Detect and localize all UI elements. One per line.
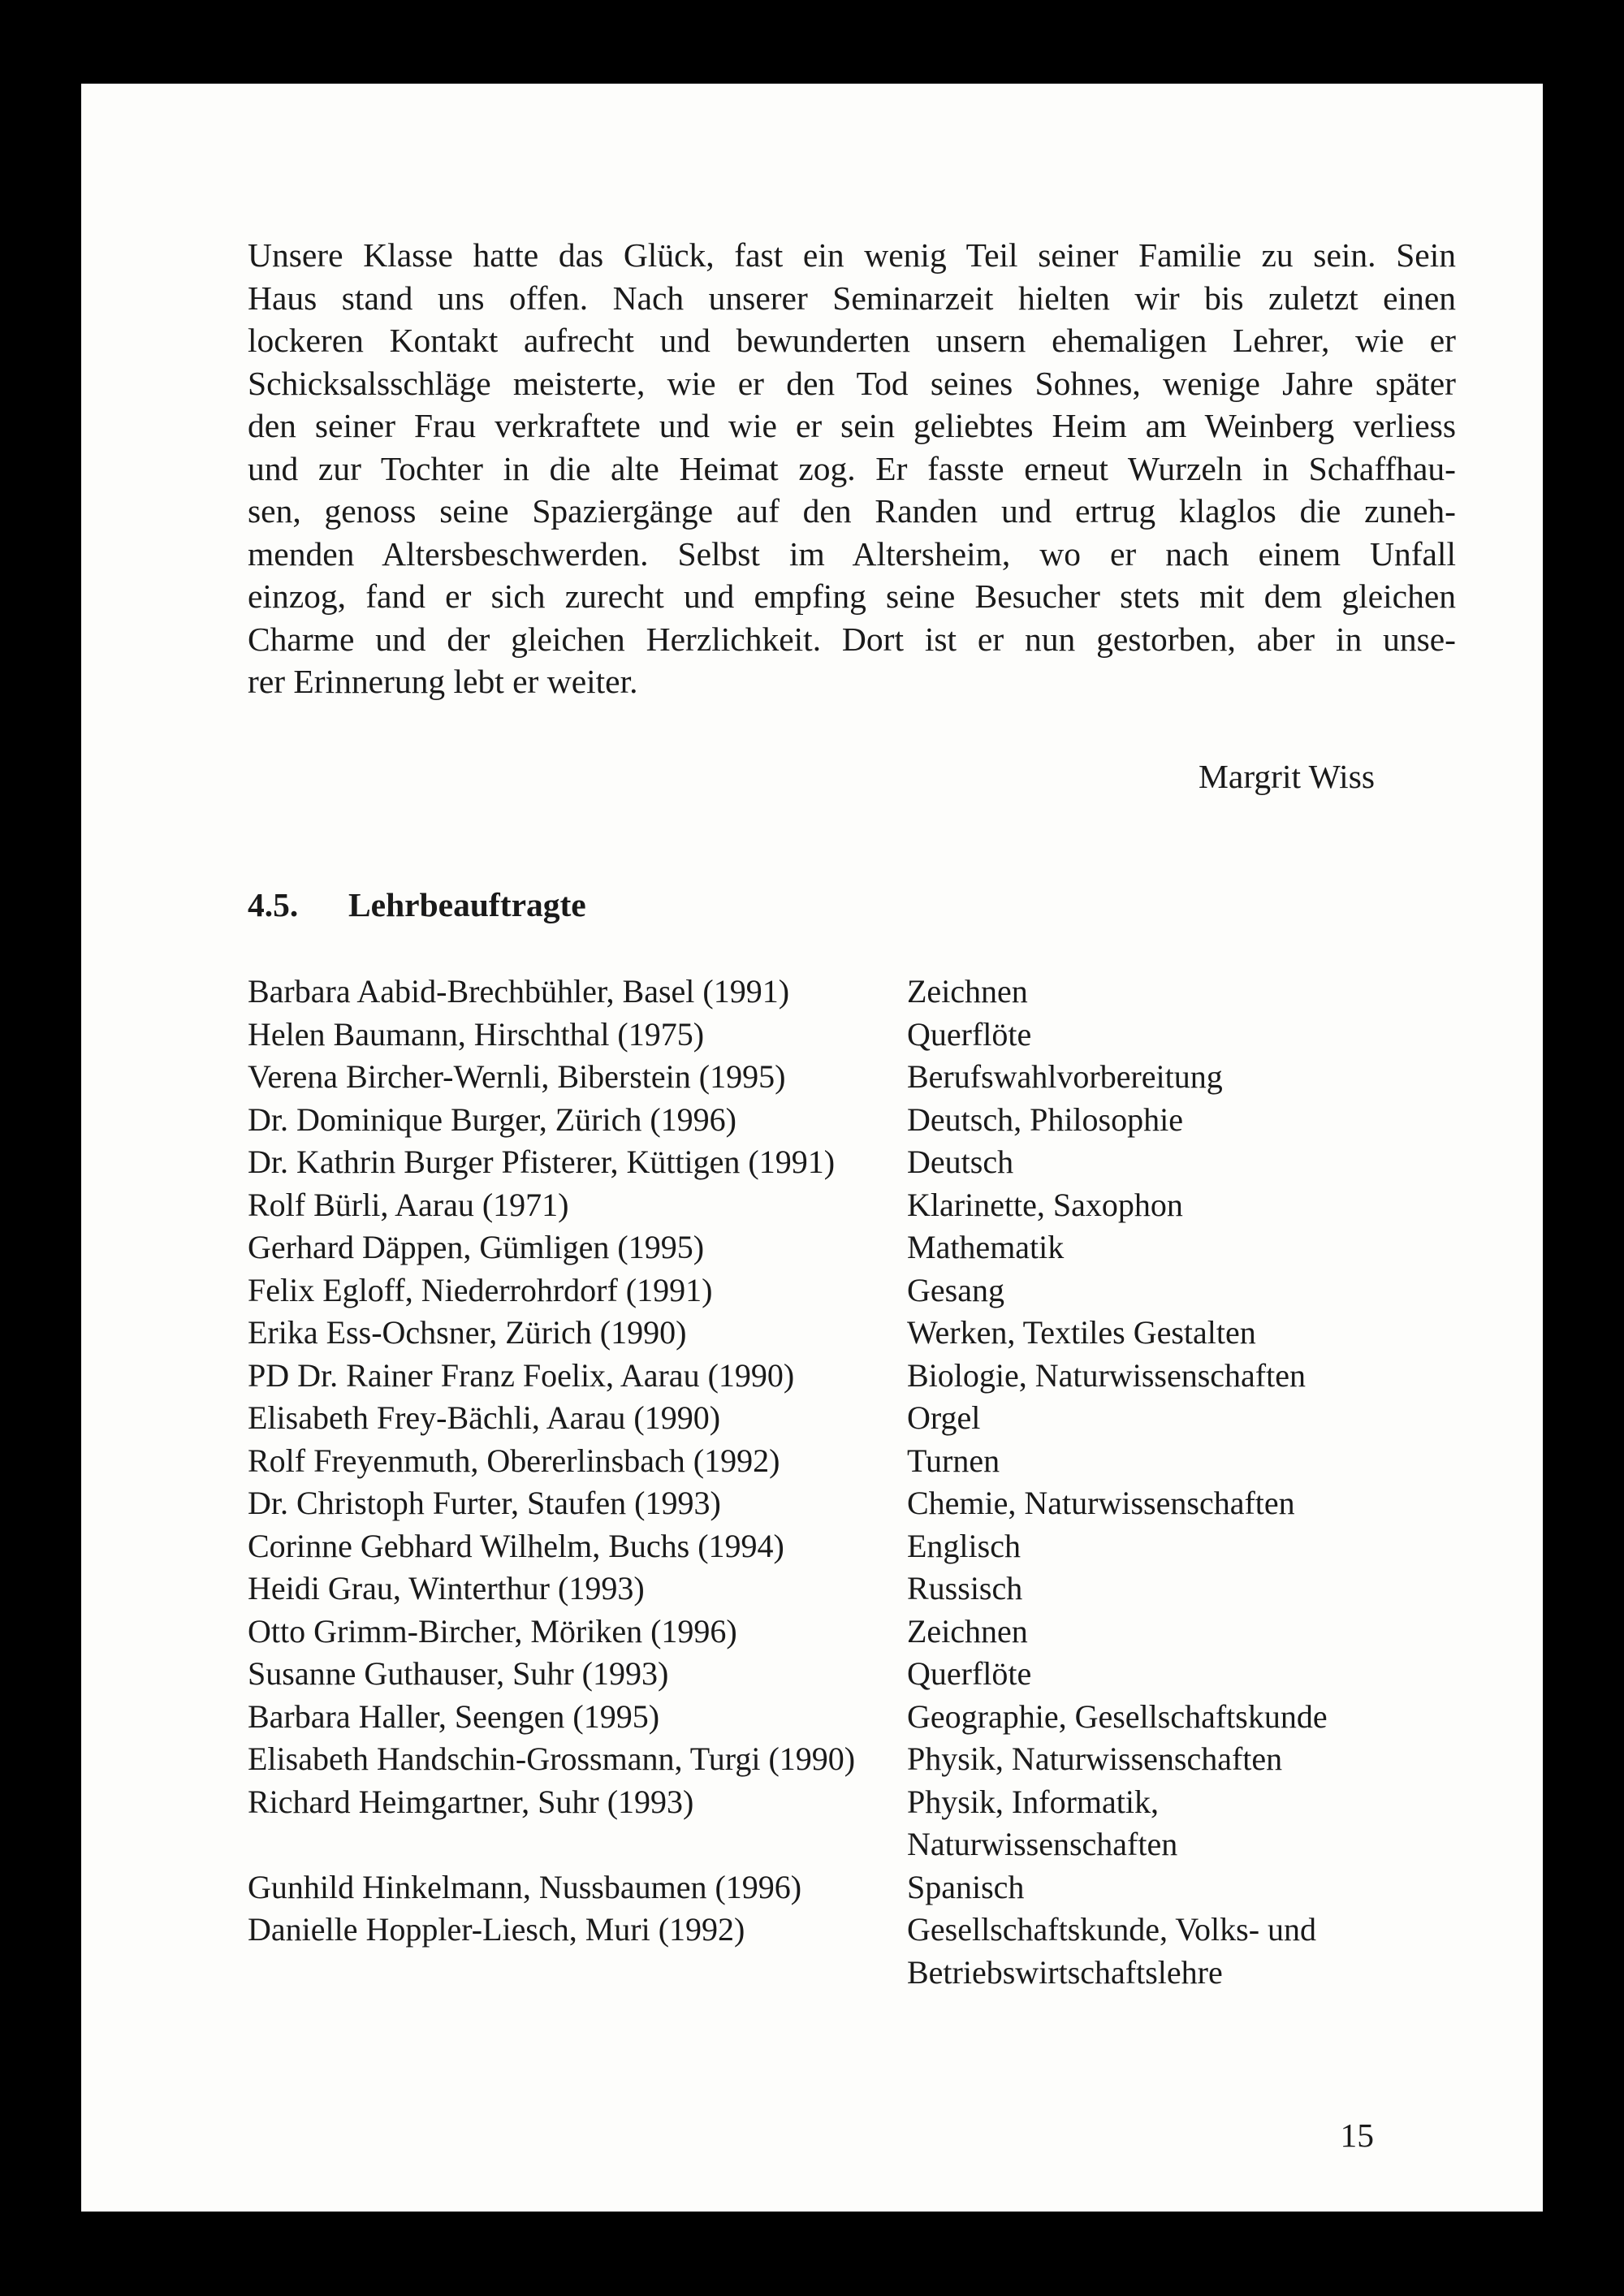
author-signature: Margrit Wiss [1199, 758, 1375, 795]
staff-row [248, 1141, 1466, 1184]
staff-row [248, 1525, 1466, 1568]
subject-line: Werken, Textiles Gestalten [907, 1314, 1256, 1351]
staff-row [248, 1056, 1466, 1099]
staff-subject [907, 1611, 1466, 1654]
subject-line: Chemie, Naturwissenschaften [907, 1485, 1295, 1521]
staff-person: Danielle Hoppler-Liesch, Muri (1992) [248, 1911, 745, 1948]
paragraph-line: sen, genoss seine Spaziergänge auf den Randen und ertrug klaglos die zuneh- [248, 492, 1456, 530]
paragraph-line: lockeren Kontakt aufrecht und bewunderten unsern ehemaligen Lehrer, wie er [248, 322, 1456, 359]
paragraph-line: Charme und der gleichen Herzlichkeit. Dort ist er nun gestorben, aber in unse- [248, 620, 1456, 658]
staff-person: Dr. Christoph Furter, Staufen (1993) [248, 1485, 721, 1521]
paragraph-line: Haus stand uns offen. Nach unserer Seminarzeit hielten wir bis zuletzt einen [248, 279, 1456, 317]
staff-person: Gunhild Hinkelmann, Nussbaumen (1996) [248, 1868, 802, 1905]
staff-subject [907, 1184, 1466, 1227]
subject-line: Deutsch [907, 1144, 1014, 1180]
staff-subject [907, 1738, 1466, 1781]
staff-subject [907, 1653, 1466, 1696]
staff-person: Barbara Haller, Seengen (1995) [248, 1697, 660, 1735]
subject-line: Gesang [907, 1271, 1004, 1308]
staff-subject [907, 1141, 1466, 1184]
subject-line: Berufswahlvorbereitung [907, 1058, 1223, 1095]
staff-subject [907, 1866, 1466, 1909]
staff-subject [907, 1355, 1466, 1398]
staff-row [248, 1014, 1466, 1057]
staff-subject [907, 1909, 1466, 1994]
staff-person: Rolf Freyenmuth, Obererlinsbach (1992) [248, 1442, 780, 1479]
staff-row [248, 1312, 1466, 1355]
subject-line: Physik, Informatik, [907, 1783, 1159, 1820]
staff-person: Gerhard Däppen, Gümligen (1995) [248, 1229, 705, 1265]
staff-person: Verena Bircher-Wernli, Biberstein (1995) [248, 1058, 786, 1095]
subject-line: Orgel [907, 1399, 981, 1436]
staff-person: Erika Ess-Ochsner, Zürich (1990) [248, 1314, 687, 1351]
section-number: 4.5. [248, 886, 299, 923]
staff-person: Barbara Aabid-Brechbühler, Basel (1991) [248, 973, 790, 1010]
subject-line: Mathematik [907, 1229, 1065, 1265]
paragraph-line: rer Erinnerung lebt er weiter. [248, 663, 638, 700]
staff-row [248, 1440, 1466, 1483]
staff-subject [907, 1269, 1466, 1312]
subject-line: Russisch [907, 1570, 1023, 1606]
staff-row [248, 1781, 1466, 1866]
staff-subject [907, 1312, 1466, 1355]
staff-row [248, 1653, 1466, 1696]
subject-line: Naturwissenschaften [907, 1826, 1178, 1862]
staff-row [248, 1567, 1466, 1611]
staff-row [248, 1184, 1466, 1227]
staff-person: Elisabeth Handschin-Grossmann, Turgi (1990) [248, 1740, 856, 1777]
paragraph-line: Unsere Klasse hatte das Glück, fast ein wenig Teil seiner Familie zu sein. Sein [248, 236, 1456, 274]
staff-person: Otto Grimm-Bircher, Möriken (1996) [248, 1612, 737, 1650]
staff-person: Corinne Gebhard Wilhelm, Buchs (1994) [248, 1527, 784, 1564]
staff-subject [907, 1226, 1466, 1269]
section-heading [248, 884, 586, 926]
subject-line: Biologie, Naturwissenschaften [907, 1356, 1306, 1394]
staff-row [248, 1738, 1466, 1781]
staff-row [248, 1611, 1466, 1654]
staff-row [248, 1866, 1466, 1909]
staff-row [248, 1482, 1466, 1525]
paragraph-line: Schicksalsschläge meisterte, wie er den Tod seines Sohnes, wenige Jahre später [248, 364, 1456, 402]
staff-person: PD Dr. Rainer Franz Foelix, Aarau (1990) [248, 1356, 795, 1394]
staff-person: Heidi Grau, Winterthur (1993) [248, 1570, 645, 1606]
section-title: Lehrbeauftragte [348, 886, 586, 923]
staff-subject [907, 1056, 1466, 1099]
staff-person: Dr. Dominique Burger, Zürich (1996) [248, 1100, 736, 1138]
staff-row [248, 1355, 1466, 1398]
staff-subject [907, 1099, 1466, 1142]
staff-subject [907, 1440, 1466, 1483]
page-number: 15 [1340, 2117, 1374, 2154]
subject-line: Spanisch [907, 1868, 1025, 1905]
paragraph-line: den seiner Frau verkraftete und wie er sein geliebtes Heim am Weinberg verliess [248, 407, 1456, 444]
staff-person: Felix Egloff, Niederrohrdorf (1991) [248, 1271, 713, 1308]
subject-line: Querflöte [907, 1655, 1032, 1692]
staff-subject [907, 1482, 1466, 1525]
subject-line: Zeichnen [907, 1612, 1028, 1650]
paragraph-line: einzog, fand er sich zurecht und empfing seine Besucher stets mit dem gleichen [248, 577, 1456, 615]
staff-subject [907, 971, 1466, 1014]
subject-line: Deutsch, Philosophie [907, 1100, 1183, 1138]
staff-person: Rolf Bürli, Aarau (1971) [248, 1186, 569, 1223]
memorial-paragraph [248, 234, 1456, 703]
staff-row [248, 1397, 1466, 1440]
staff-row [248, 971, 1466, 1014]
staff-person: Helen Baumann, Hirschthal (1975) [248, 1015, 705, 1053]
staff-list [248, 971, 1466, 1994]
subject-line: Turnen [907, 1442, 1000, 1479]
subject-line: Betriebswirtschaftslehre [907, 1953, 1223, 1991]
staff-subject [907, 1567, 1466, 1611]
subject-line: Zeichnen [907, 973, 1028, 1010]
staff-subject [907, 1397, 1466, 1440]
document-page [81, 84, 1543, 2212]
staff-row [248, 1269, 1466, 1312]
staff-row [248, 1909, 1466, 1994]
staff-subject [907, 1696, 1466, 1739]
subject-line: Querflöte [907, 1015, 1032, 1053]
staff-person: Elisabeth Frey-Bächli, Aarau (1990) [248, 1399, 721, 1436]
subject-line: Klarinette, Saxophon [907, 1186, 1183, 1223]
subject-line: Geographie, Gesellschaftskunde [907, 1697, 1328, 1735]
staff-person: Richard Heimgartner, Suhr (1993) [248, 1783, 694, 1820]
staff-subject [907, 1781, 1466, 1866]
staff-person: Dr. Kathrin Burger Pfisterer, Küttigen (1991) [248, 1144, 836, 1180]
staff-row [248, 1226, 1466, 1269]
staff-subject [907, 1525, 1466, 1568]
paragraph-line: menden Altersbeschwerden. Selbst im Altersheim, wo er nach einem Unfall [248, 534, 1456, 573]
paragraph-line: und zur Tochter in die alte Heimat zog. Er fasste erneut Wurzeln in Schaffhau- [248, 449, 1456, 487]
staff-person: Susanne Guthauser, Suhr (1993) [248, 1655, 669, 1692]
staff-subject [907, 1014, 1466, 1057]
staff-row [248, 1696, 1466, 1739]
subject-line: Physik, Naturwissenschaften [907, 1740, 1283, 1777]
subject-line: Gesellschaftskunde, Volks- und [907, 1911, 1317, 1948]
staff-row [248, 1099, 1466, 1142]
subject-line: Englisch [907, 1527, 1021, 1564]
